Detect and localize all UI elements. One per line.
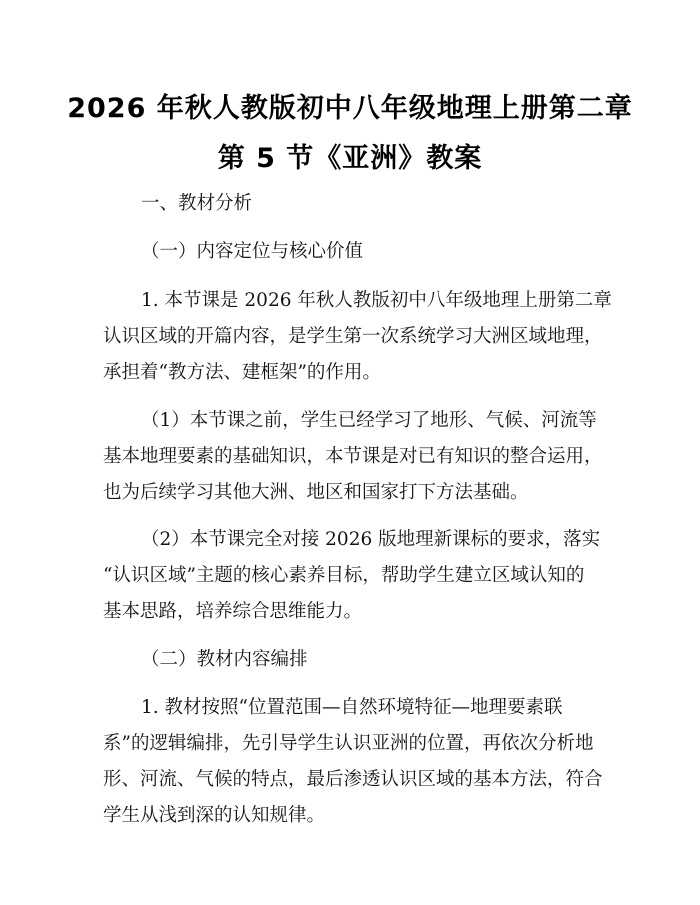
paragraph-1-line-1: 1. 本节课是 2026 年秋人教版初中八年级地理上册第二章 [141,290,612,311]
paragraph-4-line-1: 1. 教材按照“位置范围—自然环境特征—地理要素联 [141,697,563,718]
subsection-heading-content-positioning: （一）内容定位与核心价值 [141,241,364,262]
paragraph-4-line-4: 学生从浅到深的认知规律。 [103,805,326,826]
paragraph-3-line-1: （2）本节课完全对接 2026 版地理新课标的要求，落实 [141,529,601,550]
paragraph-1-line-3: 承担着“教方法、建框架”的作用。 [103,362,381,383]
document-title-line-1: 2026 年秋人教版初中八年级地理上册第二章 [67,93,633,124]
paragraph-2-line-1: （1）本节课之前，学生已经学习了地形、气候、河流等 [141,410,597,431]
subsection-heading-content-arrangement: （二）教材内容编排 [141,649,308,670]
paragraph-3-line-2: “认识区域”主题的核心素养目标，帮助学生建立区域认知的 [103,565,585,586]
paragraph-3-line-3: 基本思路，培养综合思维能力。 [103,601,363,622]
paragraph-4-line-2: 系”的逻辑编排，先引导学生认识亚洲的位置，再依次分析地 [103,733,594,754]
document-title-line-2: 第 5 节《亚洲》教案 [217,143,483,174]
section-heading-teaching-material-analysis: 一、教材分析 [141,193,253,214]
paragraph-2-line-3: 也为后续学习其他大洲、地区和国家打下方法基础。 [103,482,529,503]
paragraph-4-line-3: 形、河流、气候的特点，最后渗透认识区域的基本方法，符合 [103,769,603,790]
paragraph-1-line-2: 认识区域的开篇内容，是学生第一次系统学习大洲区域地理， [103,326,603,347]
paragraph-2-line-2: 基本地理要素的基础知识，本节课是对已有知识的整合运用， [103,446,603,467]
